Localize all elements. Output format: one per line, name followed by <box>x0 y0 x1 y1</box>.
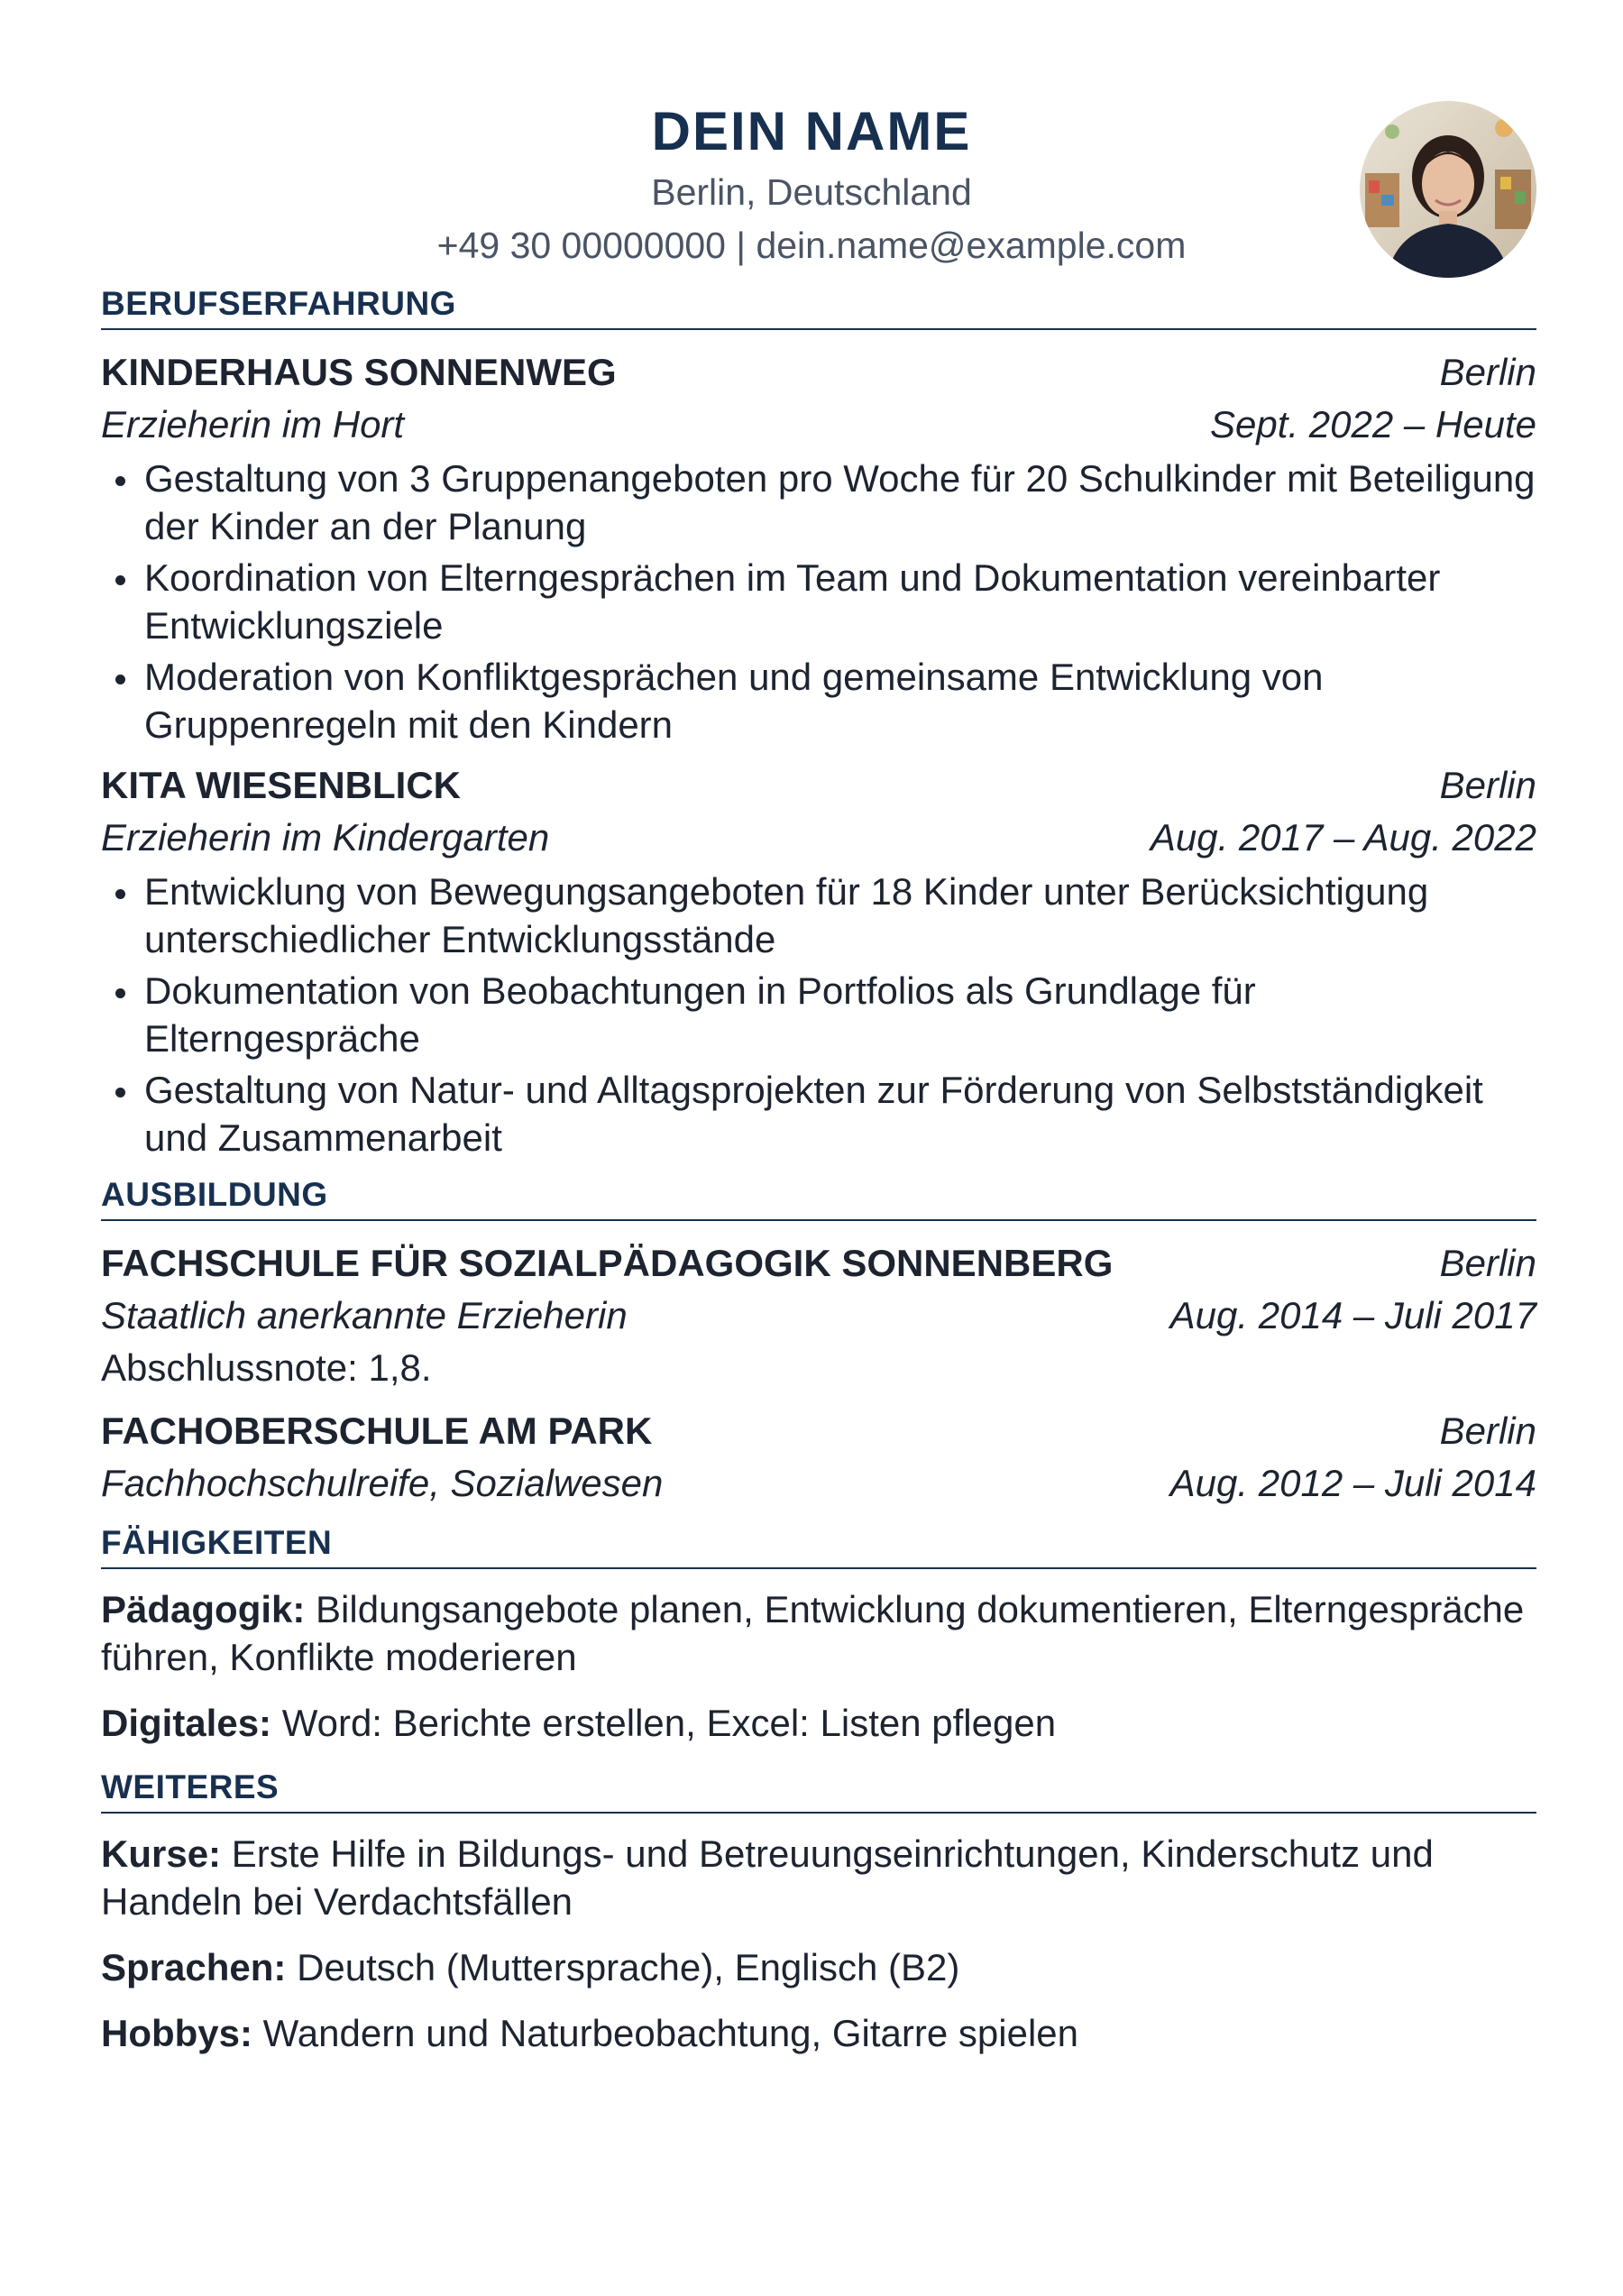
skill-label: Digitales: <box>101 1702 272 1744</box>
further-line <box>101 1830 1536 1925</box>
profile-photo <box>1360 101 1536 278</box>
degree: Staatlich anerkannte Erzieherin <box>101 1294 628 1336</box>
skill-text: Bildungsangebote planen, Entwicklung dokumentieren, Elterngespräche führen, Konflikte moderieren <box>101 1588 1525 1678</box>
bullet-item: Dokumentation von Beobachtungen in Portfolios als Grundlage für Elterngespräche <box>101 967 1536 1062</box>
bullet-list <box>101 868 1536 1162</box>
further-line <box>101 1943 1536 1991</box>
school-name: FACHOBERSCHULE AM PARK <box>101 1410 653 1452</box>
section-title-skills: FÄHIGKEITEN <box>101 1520 1536 1569</box>
skill-text: Word: Berichte erstellen, Excel: Listen pflegen <box>281 1702 1057 1744</box>
section-title-further: WEITERES <box>101 1765 1536 1814</box>
education-entry <box>101 1237 1536 1394</box>
bullet-item: Entwicklung von Bewegungsangeboten für 18 Kinder unter Berücksichtigung unterschiedlicher Entwicklungsstände <box>101 868 1536 963</box>
employer-name: KINDERHAUS SONNENWEG <box>101 351 617 393</box>
job-title: Erzieherin im Hort <box>101 403 405 445</box>
job-dates: Aug. 2017 – Aug. 2022 <box>1150 816 1536 859</box>
employer-location: Berlin <box>1439 764 1536 806</box>
section-title-education: AUSBILDUNG <box>101 1172 1536 1221</box>
further-text: Deutsch (Muttersprache), Englisch (B2) <box>297 1946 960 1988</box>
skill-line <box>101 1585 1536 1681</box>
further-label: Kurse: <box>101 1832 222 1875</box>
email-address: dein.name@example.com <box>756 225 1187 266</box>
school-name: FACHSCHULE FÜR SOZIALPÄDAGOGIK SONNENBERG <box>101 1242 1114 1284</box>
contact-separator: | <box>736 225 747 266</box>
bullet-list <box>101 455 1536 748</box>
bullet-item: Moderation von Konfliktgesprächen und gemeinsame Entwicklung von Gruppenregeln mit den Kindern <box>101 653 1536 748</box>
employer-name: KITA WIESENBLICK <box>101 764 461 806</box>
section-title-experience: BERUFSERFAHRUNG <box>101 281 1536 330</box>
employer-location: Berlin <box>1439 351 1536 393</box>
profile-photo-image <box>1360 101 1536 278</box>
education-section <box>101 1172 1536 1510</box>
further-line <box>101 2009 1536 2057</box>
school-location: Berlin <box>1439 1242 1536 1284</box>
school-location: Berlin <box>1439 1410 1536 1452</box>
skill-line <box>101 1699 1536 1747</box>
person-location: Berlin, Deutschland <box>651 171 972 213</box>
further-text: Erste Hilfe in Bildungs- und Betreuungseinrichtungen, Kinderschutz und Handeln bei Verdachtsfällen <box>101 1832 1434 1923</box>
skill-label: Pädagogik: <box>101 1588 306 1630</box>
education-dates: Aug. 2012 – Juli 2014 <box>1169 1462 1536 1504</box>
resume-content <box>101 281 1536 2075</box>
grade-note: Abschlussnote: 1,8. <box>101 1346 432 1389</box>
education-dates: Aug. 2014 – Juli 2017 <box>1169 1294 1536 1336</box>
job-title: Erzieherin im Kindergarten <box>101 816 550 859</box>
bullet-item: Koordination von Elterngesprächen im Team und Dokumentation vereinbarter Entwicklungsziele <box>101 554 1536 649</box>
education-entry <box>101 1405 1536 1510</box>
further-label: Sprachen: <box>101 1946 287 1988</box>
skills-section <box>101 1520 1536 1747</box>
degree: Fachhochschulreife, Sozialwesen <box>101 1462 664 1504</box>
person-name: DEIN NAME <box>651 101 972 161</box>
further-text: Wandern und Naturbeobachtung, Gitarre spielen <box>262 2012 1079 2054</box>
experience-entry <box>101 759 1536 1162</box>
phone-number: +49 30 00000000 <box>436 225 726 266</box>
experience-entry <box>101 346 1536 748</box>
job-dates: Sept. 2022 – Heute <box>1210 403 1536 445</box>
experience-section <box>101 281 1536 1162</box>
further-section <box>101 1765 1536 2057</box>
bullet-item: Gestaltung von 3 Gruppenangeboten pro Woche für 20 Schulkinder mit Beteiligung der Kinder an der Planung <box>101 455 1536 550</box>
bullet-item: Gestaltung von Natur- und Alltagsprojekten zur Förderung von Selbstständigkeit und Zusammenarbeit <box>101 1066 1536 1162</box>
further-label: Hobbys: <box>101 2012 252 2054</box>
